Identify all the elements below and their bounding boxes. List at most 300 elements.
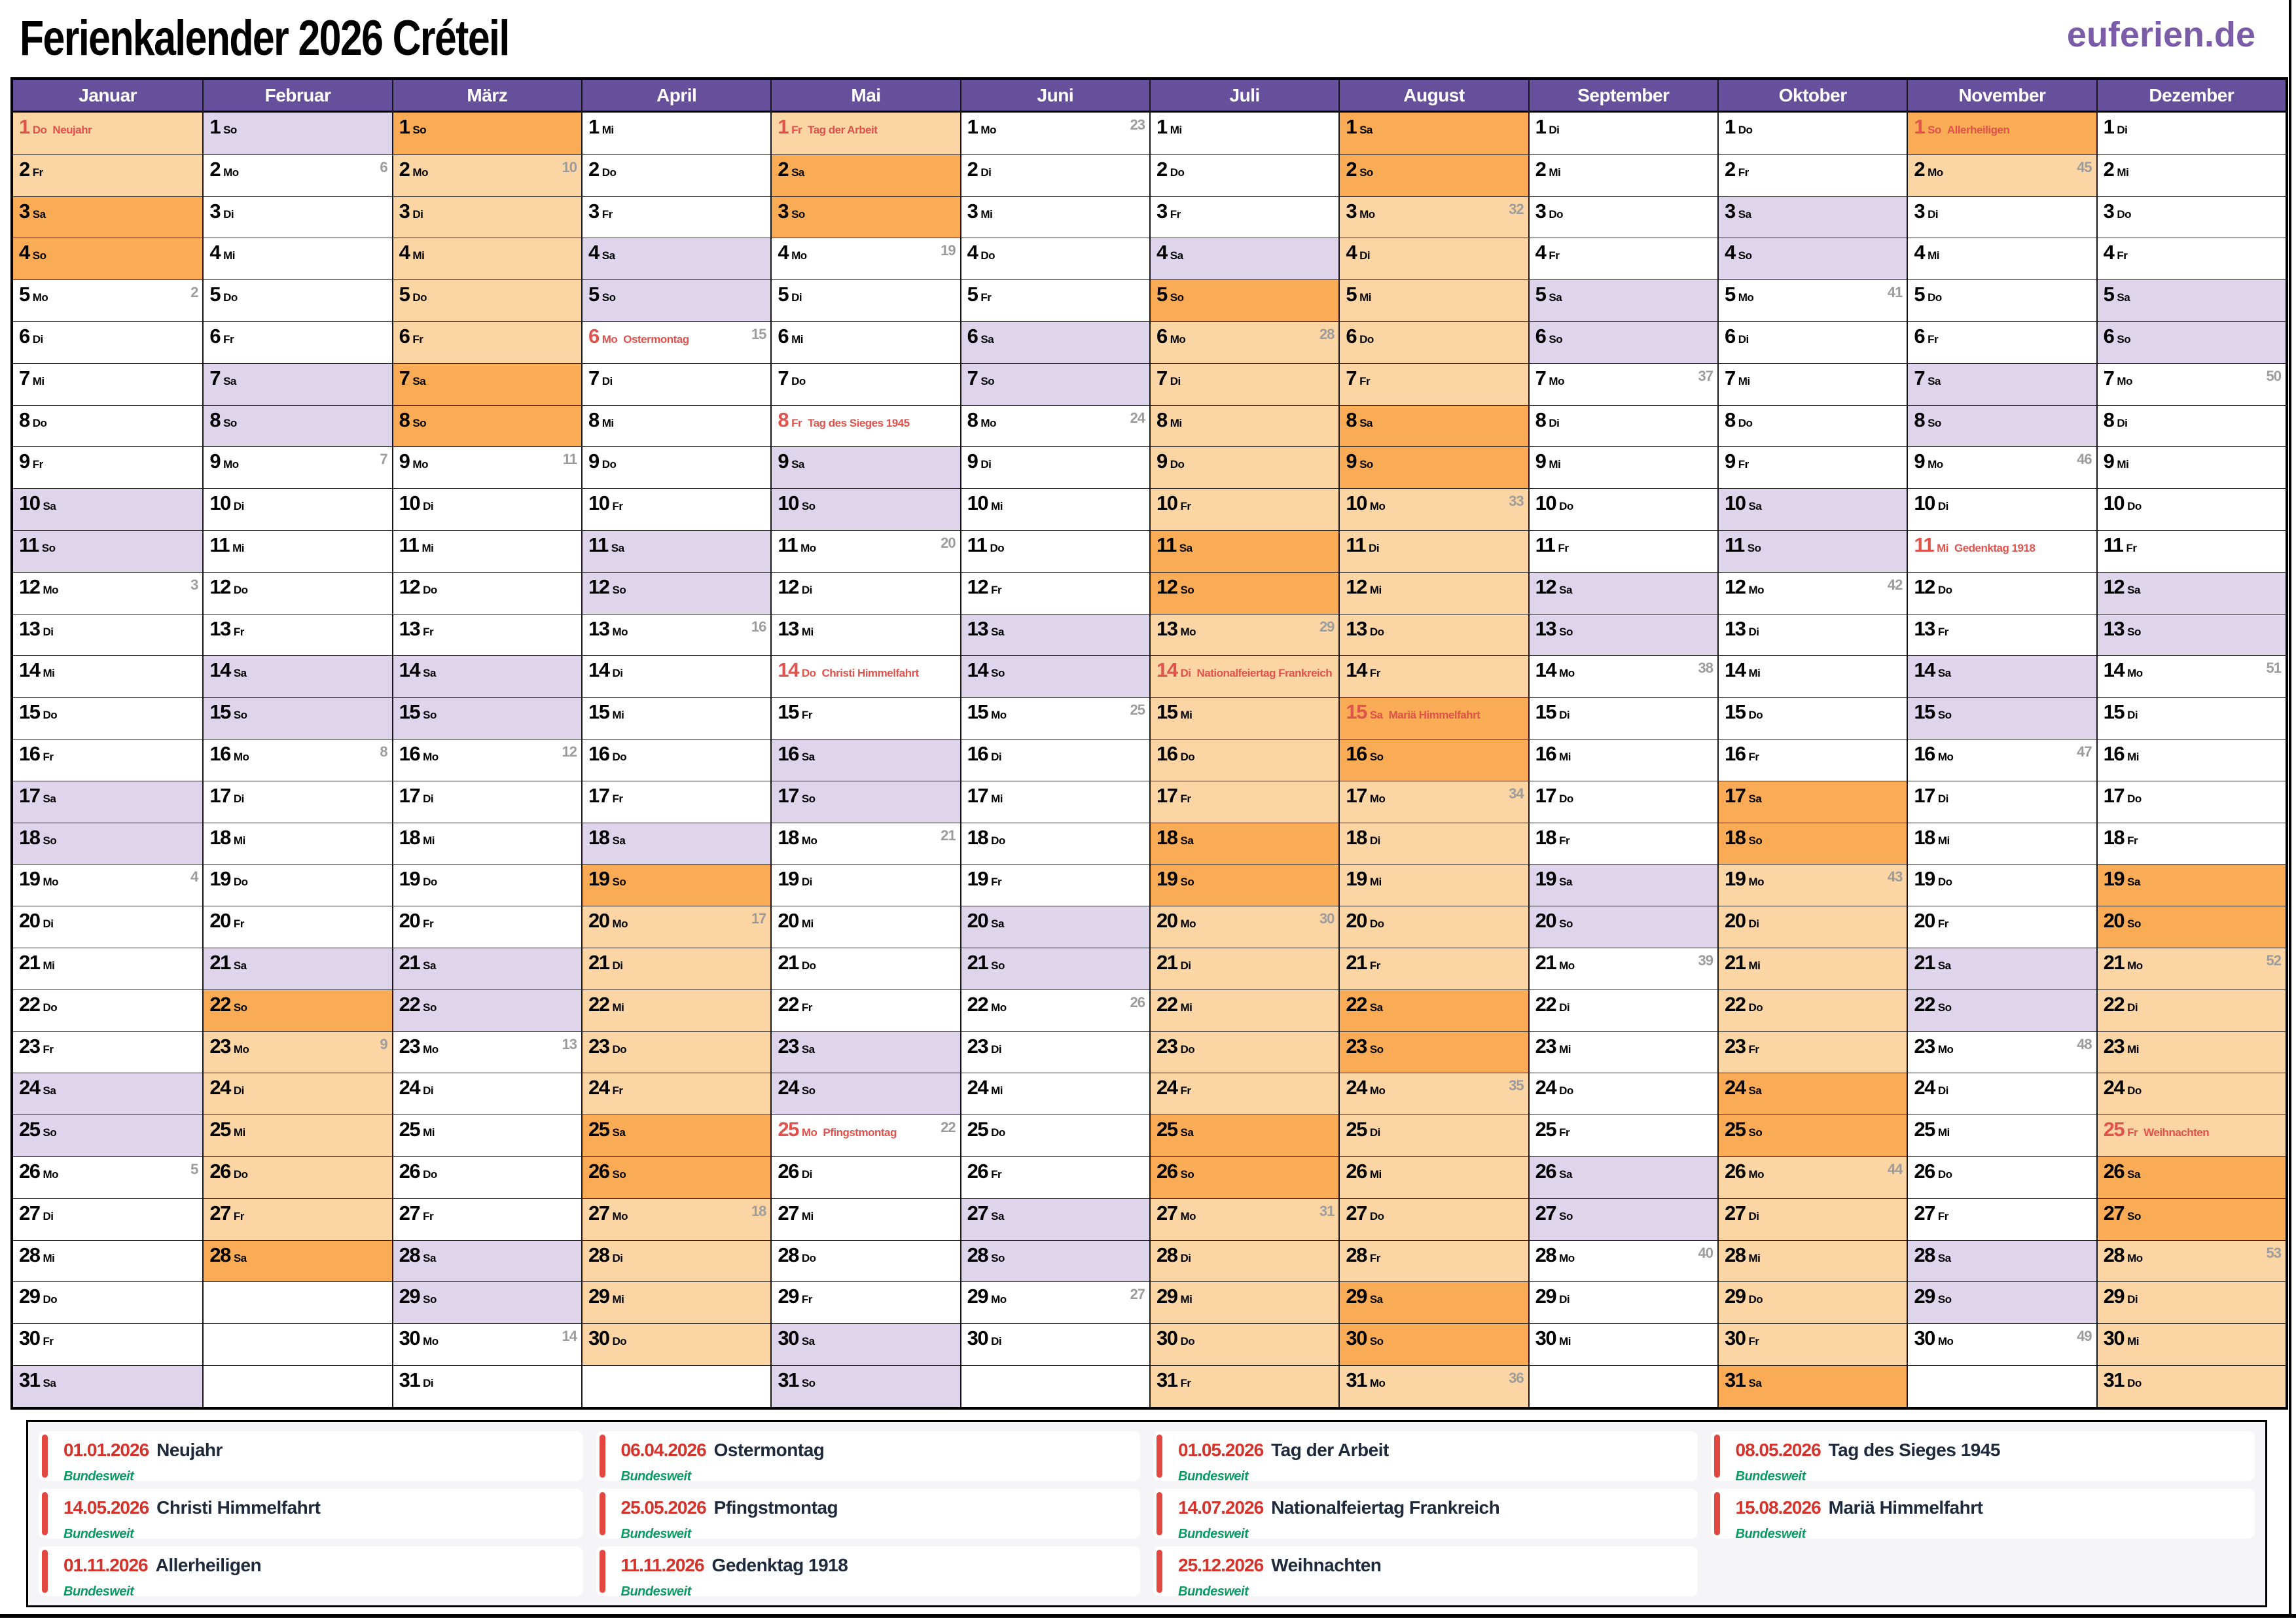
day-number: 7 (1157, 366, 1167, 389)
weekday-label: Di (2127, 1293, 2138, 1306)
weekday-label: Di (233, 500, 244, 513)
weekday-label: Sa (2117, 291, 2130, 304)
day-cell-märz-3 (393, 196, 581, 238)
day-number: 13 (1157, 616, 1177, 640)
weekday-label: Fr (612, 792, 623, 805)
day-cell-april-29 (583, 1281, 770, 1323)
weekday-label: Fr (1738, 458, 1749, 471)
day-number: 28 (1346, 1243, 1367, 1266)
weekday-label: Sa (43, 1084, 56, 1097)
day-number: 6 (588, 324, 599, 348)
weekday-label: Fr (412, 332, 423, 346)
day-number: 19 (1157, 867, 1177, 891)
weekday-label: Di (1549, 124, 1560, 136)
day-number: 18 (209, 825, 230, 849)
empty-cell (961, 1365, 1149, 1407)
month-column-dezember (2096, 80, 2286, 1407)
day-number: 30 (1346, 1327, 1367, 1350)
day-number: 1 (1914, 115, 1925, 138)
weekday-label: Di (32, 332, 43, 346)
weekday-label: Mo (1170, 332, 1186, 346)
day-cell-dezember-31 (2098, 1365, 2286, 1407)
day-number: 18 (1725, 825, 1746, 849)
day-cell-januar-17 (13, 781, 202, 823)
day-cell-februar-7 (204, 363, 391, 405)
day-cell-februar-19 (204, 864, 391, 906)
day-number: 13 (1725, 616, 1746, 640)
day-number: 6 (1346, 324, 1357, 348)
weekday-label: Do (1748, 1293, 1763, 1306)
weekday-label: Do (43, 709, 58, 722)
legend-holiday-scope: Bundesweit (1735, 1469, 1806, 1481)
day-cell-november-21 (1908, 948, 2096, 990)
day-number: 23 (209, 1034, 230, 1058)
day-number: 7 (778, 366, 789, 389)
day-number: 28 (1535, 1243, 1556, 1266)
day-cell-dezember-11 (2098, 530, 2286, 572)
weekday-label: Fr (612, 1084, 623, 1097)
day-number: 10 (209, 491, 230, 515)
legend-card-weihnachten (1153, 1546, 1698, 1596)
day-number: 18 (399, 825, 420, 849)
day-cell-dezember-28 (2098, 1240, 2286, 1282)
weekday-label: Mi (43, 959, 55, 972)
page-title: Ferienkalender 2026 Créteil (20, 10, 509, 66)
weekday-label: Do (1369, 625, 1384, 638)
weekday-label: Mo (223, 166, 239, 179)
weekday-label: Sa (2127, 876, 2140, 889)
weekday-label: Di (1937, 500, 1948, 513)
weekday-label: So (612, 583, 626, 596)
weekday-label: Fr (43, 750, 54, 763)
day-cell-februar-10 (204, 488, 391, 530)
week-number: 19 (941, 242, 956, 259)
weekday-label: Mo (1559, 959, 1575, 972)
day-number: 11 (19, 533, 39, 556)
day-number: 22 (778, 992, 798, 1016)
weekday-label: Mi (991, 1084, 1003, 1097)
day-cell-januar-6 (13, 321, 202, 363)
day-cell-september-2 (1530, 154, 1717, 196)
weekday-label: Mi (801, 625, 814, 638)
weekday-label: Fr (2127, 834, 2138, 847)
day-number: 16 (19, 741, 40, 765)
weekday-label: So (41, 541, 56, 554)
day-number: 19 (967, 867, 988, 891)
day-number: 16 (209, 741, 230, 765)
legend-holiday-scope: Bundesweit (620, 1527, 691, 1539)
day-number: 9 (19, 450, 29, 473)
day-number: 31 (2103, 1368, 2125, 1391)
legend-card-headline (1178, 1497, 1691, 1518)
day-cell-januar-24 (13, 1073, 202, 1115)
day-cell-oktober-14 (1719, 655, 1907, 697)
weekday-label: Di (1748, 1209, 1759, 1222)
legend-holiday-scope: Bundesweit (1178, 1584, 1249, 1596)
weekday-label: Di (1180, 1251, 1191, 1264)
day-number: 7 (1914, 366, 1925, 389)
weekday-label: Mo (1369, 500, 1386, 513)
weekday-label: Mo (800, 541, 816, 554)
weekday-label: Do (423, 583, 437, 596)
day-number: 17 (2103, 783, 2125, 807)
week-number: 10 (562, 158, 577, 175)
day-number: 17 (1725, 783, 1746, 807)
weekday-label: Di (612, 667, 623, 680)
day-cell-november-3 (1908, 196, 2096, 238)
day-number: 4 (399, 241, 410, 264)
day-cell-november-2 (1908, 154, 2096, 196)
legend-card-headline (1736, 1440, 2249, 1461)
day-number: 5 (1157, 283, 1167, 306)
day-cell-april-20 (583, 906, 770, 948)
day-number: 29 (399, 1285, 420, 1308)
weekday-label: Sa (223, 374, 236, 387)
day-cell-februar-13 (204, 614, 391, 656)
day-number: 23 (967, 1034, 988, 1058)
weekday-label: Mo (223, 458, 239, 471)
day-cell-juli-20 (1151, 906, 1338, 948)
weekday-label: Mi (1748, 667, 1761, 680)
day-cell-august-7 (1340, 363, 1528, 405)
day-cell-april-23 (583, 1031, 770, 1073)
year-calendar-table (10, 77, 2288, 1410)
day-number: 31 (1725, 1368, 1746, 1391)
weekday-label: Di (423, 1084, 434, 1097)
weekday-label: Sa (611, 541, 624, 554)
day-cell-september-14 (1530, 655, 1717, 697)
legend-holiday-date: 11.11.2026 (620, 1555, 704, 1575)
weekday-label: Mi (43, 667, 55, 680)
day-number: 6 (399, 324, 410, 348)
weekday-label: Mo (991, 1293, 1007, 1306)
week-number: 52 (2266, 952, 2281, 969)
weekday-label: Fr (233, 1209, 244, 1222)
legend-card-accent-bar (600, 1492, 605, 1535)
week-number: 44 (1887, 1160, 1903, 1177)
day-number: 11 (1725, 533, 1744, 556)
day-cell-juli-9 (1151, 446, 1338, 488)
day-cell-januar-29 (13, 1281, 202, 1323)
day-cell-juli-14 (1151, 655, 1338, 697)
day-number: 6 (967, 324, 978, 348)
weekday-label: Mo (43, 583, 59, 596)
day-number: 1 (209, 115, 221, 138)
day-number: 22 (1535, 992, 1556, 1016)
weekday-label: Sa (1180, 1126, 1194, 1139)
day-cell-august-16 (1340, 739, 1528, 781)
weekday-label: Sa (412, 374, 426, 387)
day-number: 22 (588, 992, 609, 1016)
day-number: 25 (778, 1118, 798, 1141)
day-cell-september-5 (1530, 279, 1717, 321)
day-number: 27 (588, 1201, 609, 1224)
day-number: 17 (399, 783, 420, 807)
month-header-januar: Januar (13, 80, 202, 113)
holiday-label: Pfingstmontag (823, 1126, 897, 1139)
weekday-label: So (1559, 918, 1573, 931)
day-number: 24 (1535, 1076, 1556, 1099)
day-number: 17 (1157, 783, 1177, 807)
weekday-label: Fr (2117, 249, 2128, 262)
day-number: 2 (1346, 157, 1357, 181)
day-number: 1 (399, 115, 410, 138)
day-cell-dezember-15 (2098, 697, 2286, 739)
day-cell-dezember-29 (2098, 1281, 2286, 1323)
day-number: 12 (19, 575, 40, 598)
day-number: 11 (778, 533, 798, 556)
day-cell-dezember-22 (2098, 990, 2286, 1031)
day-cell-mai-31 (772, 1365, 960, 1407)
day-number: 22 (2103, 992, 2125, 1016)
day-cell-märz-17 (393, 781, 581, 823)
day-number: 10 (778, 491, 798, 515)
weekday-label: Sa (991, 918, 1004, 931)
day-number: 25 (1725, 1118, 1746, 1141)
holiday-label: Tag der Arbeit (808, 124, 878, 136)
legend-holiday-date: 25.05.2026 (620, 1497, 706, 1518)
day-number: 2 (1914, 157, 1925, 181)
day-cell-märz-11 (393, 530, 581, 572)
day-number: 18 (19, 825, 40, 849)
day-cell-juni-9 (961, 446, 1149, 488)
day-number: 26 (588, 1159, 609, 1183)
day-number: 25 (588, 1118, 609, 1141)
day-cell-mai-28 (772, 1240, 960, 1282)
legend-card-accent-bar (1714, 1492, 1720, 1535)
weekday-label: Sa (1748, 792, 1762, 805)
day-number: 27 (19, 1201, 40, 1224)
weekday-label: Mo (1549, 374, 1564, 387)
weekday-label: Mi (32, 374, 45, 387)
day-cell-märz-12 (393, 572, 581, 614)
day-number: 12 (1346, 575, 1367, 598)
day-cell-september-9 (1530, 446, 1717, 488)
day-number: 23 (1914, 1034, 1935, 1058)
day-number: 12 (967, 575, 988, 598)
day-cell-märz-21 (393, 948, 581, 990)
day-cell-märz-29 (393, 1281, 581, 1323)
brand-logo[interactable]: euferien.de (2066, 15, 2255, 54)
weekday-label: Mi (2127, 1043, 2140, 1056)
legend-card-headline (1178, 1555, 1691, 1576)
day-cell-februar-3 (204, 196, 391, 238)
day-cell-august-15 (1340, 697, 1528, 739)
day-number: 16 (1725, 741, 1746, 765)
weekday-label: Mi (1937, 834, 1950, 847)
weekday-label: Mi (612, 1001, 624, 1014)
week-number: 32 (1509, 200, 1524, 217)
day-number: 9 (2103, 450, 2114, 473)
weekday-label: Mi (223, 249, 235, 262)
holiday-label: Ostermontag (623, 332, 689, 346)
weekday-label: Sa (423, 1251, 436, 1264)
holiday-label: Mariä Himmelfahrt (1388, 709, 1480, 722)
week-number: 25 (1130, 702, 1145, 719)
day-cell-november-11 (1908, 530, 2096, 572)
weekday-label: Fr (1748, 1043, 1759, 1056)
day-number: 24 (19, 1076, 40, 1099)
day-number: 20 (2103, 909, 2125, 933)
weekday-label: Sa (2127, 583, 2140, 596)
day-cell-juni-17 (961, 781, 1149, 823)
day-number: 24 (967, 1076, 988, 1099)
day-number: 2 (399, 157, 410, 181)
day-number: 31 (1157, 1368, 1177, 1391)
day-cell-april-22 (583, 990, 770, 1031)
day-cell-august-5 (1340, 279, 1528, 321)
weekday-label: Mi (991, 792, 1003, 805)
day-number: 24 (588, 1076, 609, 1099)
weekday-label: Mi (1928, 249, 1939, 262)
day-cell-dezember-23 (2098, 1031, 2286, 1073)
legend-card-accent-bar (600, 1435, 605, 1478)
weekday-label: Mo (1369, 1376, 1386, 1389)
day-cell-dezember-5 (2098, 279, 2286, 321)
day-number: 21 (1914, 950, 1935, 974)
day-cell-november-29 (1908, 1281, 2096, 1323)
day-cell-januar-25 (13, 1115, 202, 1156)
day-cell-märz-16 (393, 739, 581, 781)
day-number: 8 (778, 408, 789, 431)
weekday-label: Mo (791, 249, 807, 262)
day-cell-märz-5 (393, 279, 581, 321)
legend-card-neujahr (39, 1431, 583, 1481)
day-cell-september-3 (1530, 196, 1717, 238)
weekday-label: Di (423, 1376, 434, 1389)
holiday-legend (26, 1420, 2267, 1607)
day-number: 14 (209, 658, 230, 682)
day-number: 17 (209, 783, 230, 807)
weekday-label: Mo (1180, 918, 1196, 931)
day-cell-mai-5 (772, 279, 960, 321)
day-number: 5 (1725, 283, 1735, 306)
weekday-label: Mo (991, 709, 1007, 722)
day-cell-september-29 (1530, 1281, 1717, 1323)
weekday-label: Fr (1180, 1376, 1191, 1389)
day-number: 2 (778, 157, 789, 181)
day-number: 30 (967, 1327, 988, 1350)
day-number: 25 (2103, 1118, 2125, 1141)
day-cell-februar-12 (204, 572, 391, 614)
weekday-label: Sa (1559, 1168, 1572, 1181)
week-number: 28 (1319, 325, 1335, 342)
weekday-label: Mi (233, 1126, 245, 1139)
day-number: 22 (1914, 992, 1935, 1016)
day-number: 27 (1725, 1201, 1746, 1224)
weekday-label: Mi (612, 709, 624, 722)
weekday-label: So (991, 1251, 1005, 1264)
day-cell-september-15 (1530, 697, 1717, 739)
day-cell-juni-30 (961, 1323, 1149, 1365)
weekday-label: Mo (2127, 959, 2143, 972)
day-cell-mai-6 (772, 321, 960, 363)
weekday-label: Fr (791, 416, 802, 429)
month-column-september (1528, 80, 1717, 1407)
week-number: 31 (1319, 1202, 1335, 1219)
day-number: 7 (967, 366, 978, 389)
day-cell-februar-8 (204, 405, 391, 447)
day-number: 27 (399, 1201, 420, 1224)
day-cell-august-14 (1340, 655, 1528, 697)
day-cell-juli-25 (1151, 1115, 1338, 1156)
day-cell-oktober-17 (1719, 781, 1907, 823)
day-number: 28 (1725, 1243, 1746, 1266)
weekday-label: Di (991, 1335, 1002, 1348)
legend-card-tag-des-sieges-1945 (1711, 1431, 2255, 1481)
day-number: 30 (19, 1327, 40, 1350)
week-number: 37 (1698, 367, 1713, 384)
weekday-label: So (991, 667, 1005, 680)
legend-card-accent-bar (1157, 1550, 1162, 1593)
day-cell-august-8 (1340, 405, 1528, 447)
weekday-label: Mo (980, 124, 996, 136)
day-number: 11 (588, 533, 608, 556)
day-number: 8 (19, 408, 29, 431)
day-cell-august-22 (1340, 990, 1528, 1031)
weekday-label: Di (412, 207, 423, 221)
day-cell-september-20 (1530, 906, 1717, 948)
day-cell-april-26 (583, 1156, 770, 1198)
day-cell-april-4 (583, 238, 770, 279)
day-cell-september-8 (1530, 405, 1717, 447)
weekday-label: Mi (1369, 583, 1382, 596)
weekday-label: Mi (2117, 166, 2129, 179)
weekday-label: Di (791, 291, 802, 304)
day-cell-oktober-5 (1719, 279, 1907, 321)
day-cell-mai-4 (772, 238, 960, 279)
legend-holiday-scope: Bundesweit (1178, 1527, 1249, 1539)
day-cell-september-4 (1530, 238, 1717, 279)
day-cell-oktober-2 (1719, 154, 1907, 196)
week-number: 14 (562, 1328, 577, 1345)
day-number: 29 (967, 1285, 988, 1308)
empty-cell (583, 1365, 770, 1407)
day-number: 7 (19, 366, 29, 389)
weekday-label: Mo (1369, 792, 1386, 805)
day-cell-märz-27 (393, 1198, 581, 1240)
weekday-label: Di (1738, 332, 1749, 346)
holiday-label: Gedenktag 1918 (1954, 541, 2036, 554)
weekday-label: Mi (1170, 124, 1182, 136)
day-cell-oktober-29 (1719, 1281, 1907, 1323)
day-cell-september-16 (1530, 739, 1717, 781)
weekday-label: Do (612, 1335, 627, 1348)
day-cell-november-25 (1908, 1115, 2096, 1156)
day-number: 23 (588, 1034, 609, 1058)
day-number: 6 (19, 324, 29, 348)
day-number: 24 (1725, 1076, 1746, 1099)
day-cell-märz-31 (393, 1365, 581, 1407)
day-cell-september-19 (1530, 864, 1717, 906)
day-number: 19 (1535, 867, 1556, 891)
weekday-label: Sa (612, 834, 626, 847)
day-number: 27 (967, 1201, 988, 1224)
day-cell-januar-2 (13, 154, 202, 196)
day-number: 8 (967, 408, 978, 431)
day-number: 12 (1914, 575, 1935, 598)
day-number: 21 (1157, 950, 1177, 974)
day-cell-januar-20 (13, 906, 202, 948)
day-cell-august-12 (1340, 572, 1528, 614)
weekday-label: Fr (1558, 541, 1569, 554)
weekday-label: Sa (801, 1335, 815, 1348)
legend-card-accent-bar (1714, 1435, 1720, 1478)
weekday-label: Sa (1937, 959, 1951, 972)
day-cell-mai-15 (772, 697, 960, 739)
day-number: 11 (967, 533, 987, 556)
day-number: 21 (399, 950, 420, 974)
